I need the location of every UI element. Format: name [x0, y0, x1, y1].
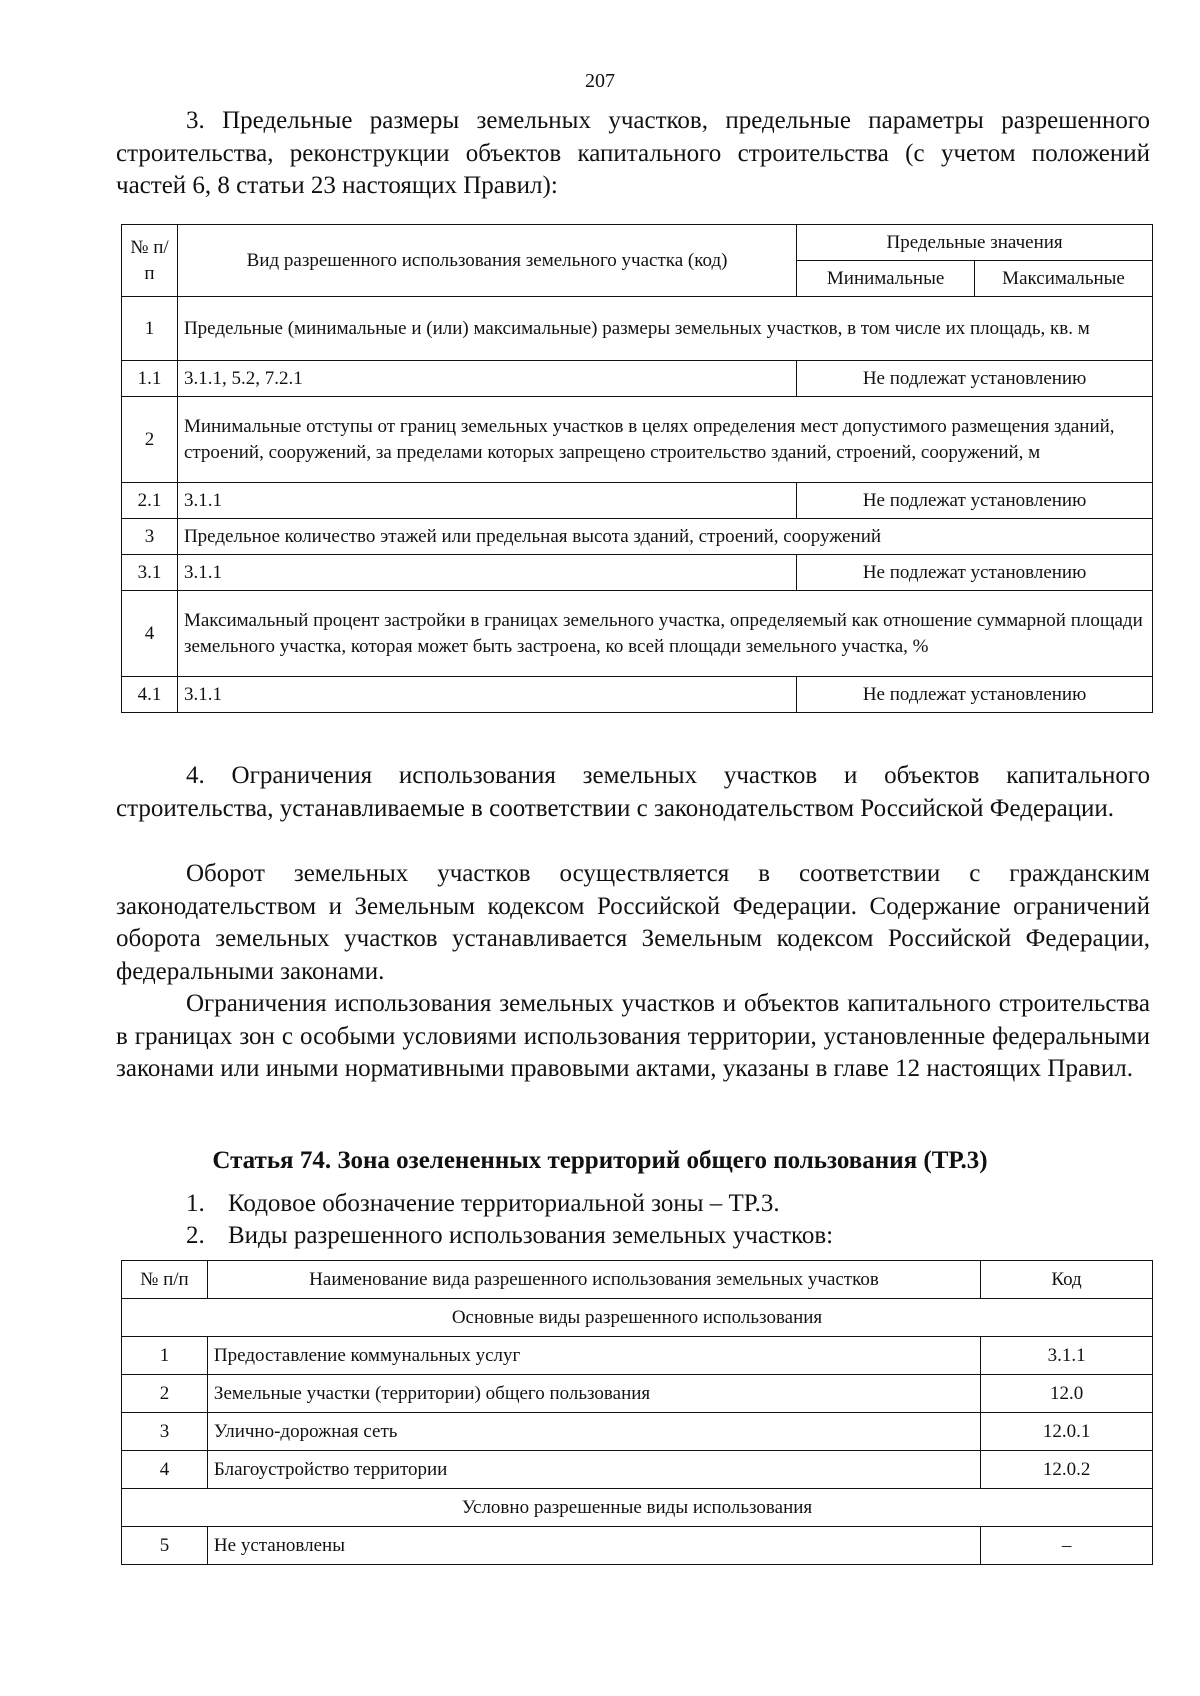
row-num: 3 — [122, 519, 178, 555]
header-min: Минимальные — [797, 261, 975, 297]
row-code: 3.1.1 — [177, 677, 796, 713]
paragraph-3: 3. Предельные размеры земельных участков, предельные параметры разрешенного строительства, реконструкции объектов капитального строительства (с учетом положений частей 6, 8 статьи 23 настоящих Правил): — [116, 107, 1150, 199]
list-item-text: Виды разрешенного использования земельных участков: — [228, 1222, 834, 1249]
table-row — [122, 677, 1153, 713]
header-code: Код — [981, 1261, 1153, 1299]
section-row — [122, 1489, 1153, 1527]
row-name: Не установлены — [207, 1527, 980, 1565]
row-code: 3.1.1 — [981, 1337, 1153, 1375]
header-num: № п/п — [122, 1261, 208, 1299]
row-value: Не подлежат установлению — [797, 677, 1153, 713]
row-name: Предоставление коммунальных услуг — [207, 1337, 980, 1375]
row-num: 3.1 — [122, 555, 178, 591]
header-use-type: Вид разрешенного использования земельного участка (код) — [177, 225, 796, 297]
row-num: 1 — [122, 297, 178, 361]
table-row — [122, 297, 1153, 361]
header-max: Максимальные — [975, 261, 1153, 297]
row-num: 4 — [122, 591, 178, 677]
row-code: 3.1.1 — [177, 555, 796, 591]
row-num: 4.1 — [122, 677, 178, 713]
header-limit-values: Предельные значения — [797, 225, 1153, 261]
table-row — [122, 1451, 1153, 1489]
row-text: Предельные (минимальные и (или) максимальные) размеры земельных участков, в том числе их площадь, кв. м — [177, 297, 1152, 361]
paragraph-restrictions: Ограничения использования земельных участков и объектов капитального строительства в границах зон с особыми условиями использования территории, установленные федеральными законами или иными нормативными правовыми актами, указаны в главе 12 настоящих Правил. — [116, 990, 1150, 1082]
row-num: 2 — [122, 397, 178, 483]
row-name: Улично-дорожная сеть — [207, 1413, 980, 1451]
row-value: Не подлежат установлению — [797, 361, 1153, 397]
list-item-number: 2. — [186, 1222, 205, 1249]
table-row — [122, 483, 1153, 519]
article-heading: Статья 74. Зона озелененных территорий общего пользования (ТР.3) — [212, 1147, 988, 1174]
list-item — [186, 1190, 780, 1218]
row-text: Минимальные отступы от границ земельных участков в целях определения мест допустимого размещения зданий, строений, сооружений, за пределами которых запрещено строительство зданий, строений, сооружений, м — [177, 397, 1152, 483]
row-name: Благоустройство территории — [207, 1451, 980, 1489]
section-conditional-uses: Условно разрешенные виды использования — [122, 1489, 1153, 1527]
row-code: – — [981, 1527, 1153, 1565]
row-code: 12.0.1 — [981, 1413, 1153, 1451]
row-num: 5 — [122, 1527, 208, 1565]
row-code: 3.1.1 — [177, 483, 796, 519]
row-num: 2.1 — [122, 483, 178, 519]
table-row — [122, 361, 1153, 397]
row-num: 2 — [122, 1375, 208, 1413]
row-num: 1 — [122, 1337, 208, 1375]
header-num: № п/п — [122, 225, 178, 297]
row-name: Земельные участки (территории) общего пользования — [207, 1375, 980, 1413]
table-row — [122, 1527, 1153, 1565]
section-main-uses: Основные виды разрешенного использования — [122, 1299, 1153, 1337]
table-row — [122, 591, 1153, 677]
row-code: 12.0 — [981, 1375, 1153, 1413]
table-row — [122, 555, 1153, 591]
list-item-number: 1. — [186, 1190, 205, 1217]
row-text: Предельное количество этажей или предельная высота зданий, строений, сооружений — [177, 519, 1152, 555]
table-row — [122, 1337, 1153, 1375]
page-number: 207 — [585, 70, 615, 92]
table-row — [122, 1375, 1153, 1413]
row-num: 3 — [122, 1413, 208, 1451]
table-row — [122, 397, 1153, 483]
section-row — [122, 1299, 1153, 1337]
row-num: 4 — [122, 1451, 208, 1489]
row-code: 12.0.2 — [981, 1451, 1153, 1489]
paragraph-turnover: Оборот земельных участков осуществляется в соответствии с гражданским законодательством и Земельным кодексом Российской Федерации. Содержание ограничений оборота земельных участков устанавливается Земельным кодексом Российской Федерации, федеральными законами. — [116, 860, 1150, 985]
paragraph-4: 4. Ограничения использования земельных участков и объектов капитального строительства, устанавливаемые в соответствии с законодательством Российской Федерации. — [116, 762, 1150, 822]
table-row — [122, 1413, 1153, 1451]
table-row — [122, 519, 1153, 555]
row-value: Не подлежат установлению — [797, 555, 1153, 591]
list-item-text: Кодовое обозначение территориальной зоны – ТР.3. — [228, 1190, 780, 1217]
row-num: 1.1 — [122, 361, 178, 397]
header-use-name: Наименование вида разрешенного использования земельных участков — [207, 1261, 980, 1299]
list-item — [186, 1222, 833, 1250]
limits-table — [121, 224, 1153, 713]
uses-table — [121, 1260, 1153, 1565]
row-value: Не подлежат установлению — [797, 483, 1153, 519]
row-code: 3.1.1, 5.2, 7.2.1 — [177, 361, 796, 397]
row-text: Максимальный процент застройки в границах земельного участка, определяемый как отношение суммарной площади земельного участка, которая может быть застроена, ко всей площади земельного участка, % — [177, 591, 1152, 677]
